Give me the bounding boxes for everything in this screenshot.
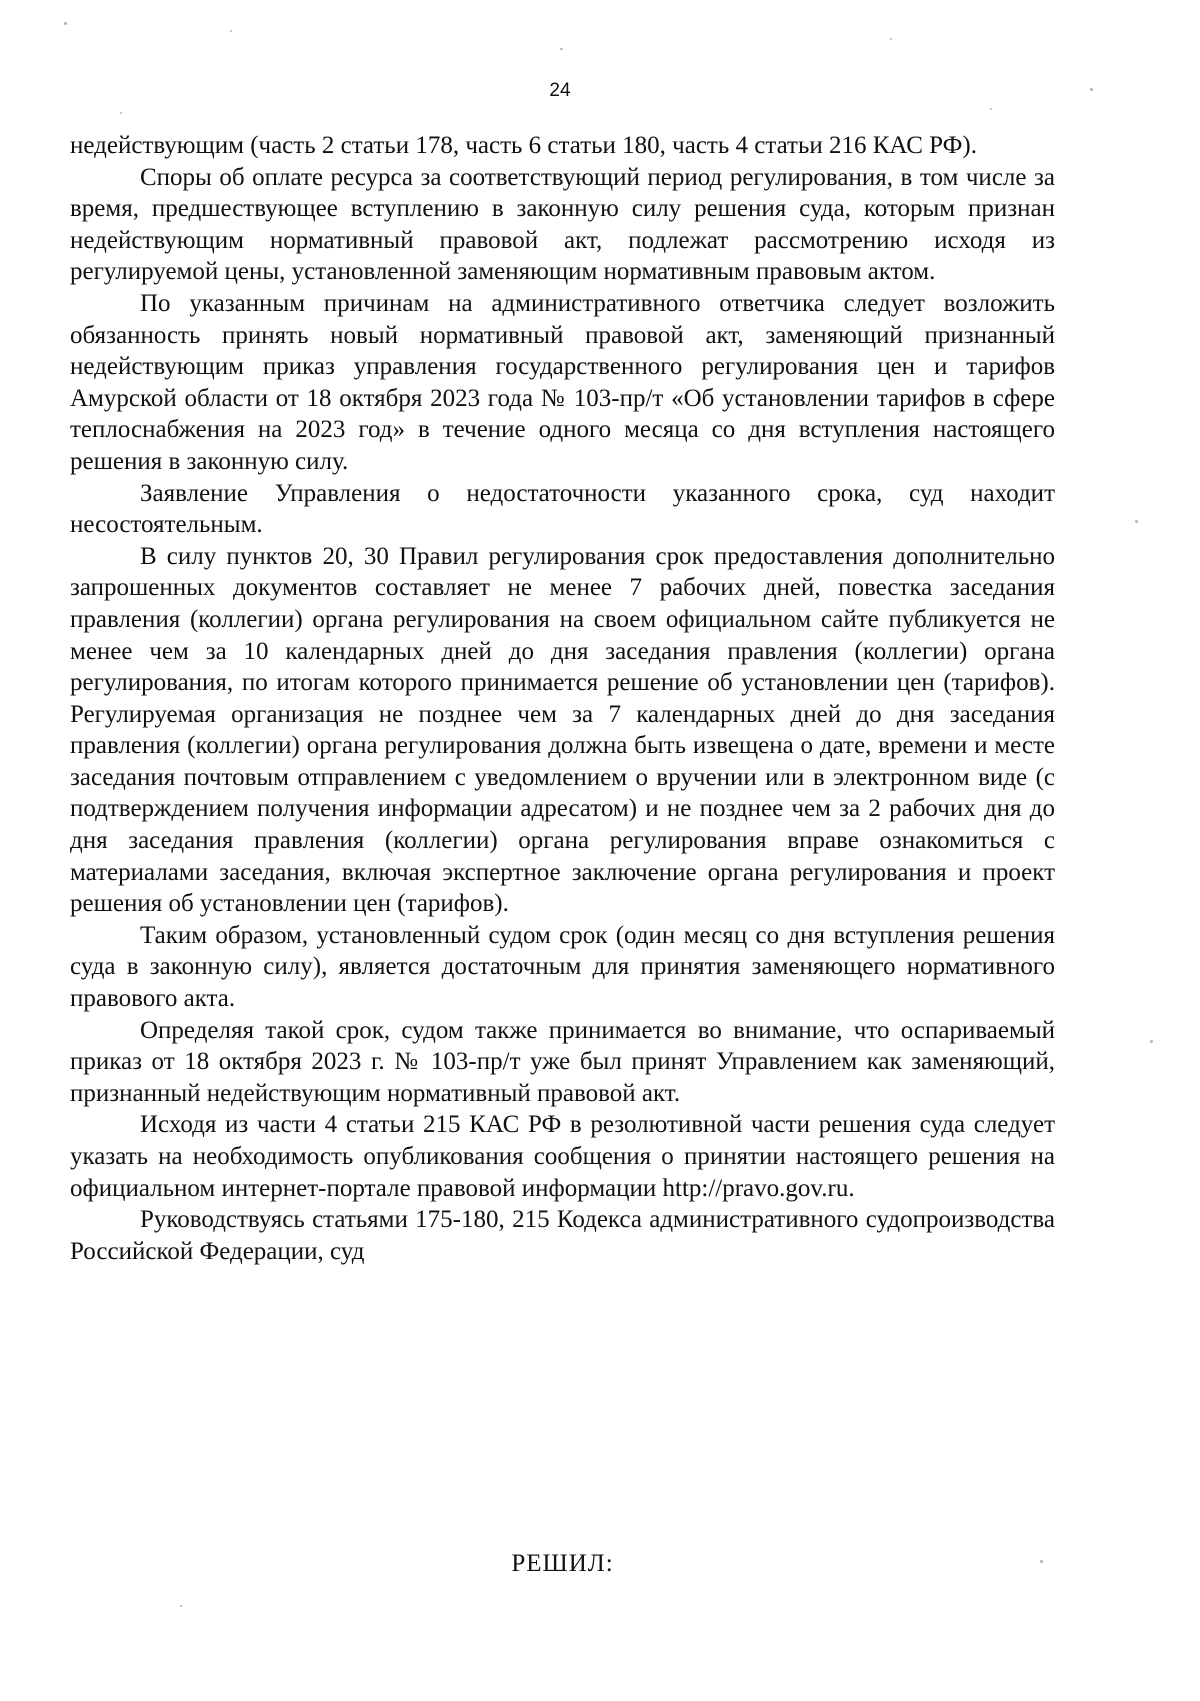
scan-speck: [230, 30, 232, 32]
paragraph-disputes: Споры об оплате ресурса за соответствующий период регулирования, в том числе за время, предшествующее вступлению в законную силу решения суда, которым признан недействующим нормативный правовой акт, подлежат рассмотрению исходя из регулируемой цены, установленной заменяющим нормативным правовым актом.: [70, 163, 1055, 286]
decision-heading: РЕШИЛ:: [511, 1550, 614, 1577]
scan-speck: [120, 112, 122, 114]
paragraph-obligation: По указанным причинам на административного ответчика следует возложить обязанность принять новый нормативный правовой акт, заменяющий признанный недействующим приказ управления государственного регулирования цен и тарифов Амурской области от 18 октября 2023 года № 103-пр/т «Об установлении тарифов в сфере теплоснабжения на 2023 год» в течение одного месяца со дня вступления настоящего решения в законную силу.: [70, 289, 1055, 475]
paragraph-term: Определяя такой срок, судом также принимается во внимание, что оспариваемый приказ от 18 октября 2023 г. № 103-пр/т уже был принят Управлением как заменяющий, признанный недействующим нормативный правовой акт.: [70, 1016, 1055, 1107]
paragraph-conclusion: Таким образом, установленный судом срок (один месяц со дня вступления решения суда в законную силу), является достаточным для принятия заменяющего нормативного правового акта.: [70, 921, 1055, 1013]
scan-speck: [1135, 520, 1138, 523]
scan-speck: [560, 48, 563, 50]
paragraph-publication: Исходя из части 4 статьи 215 КАС РФ в резолютивной части решения суда следует указать на необходимость опубликования сообщения о принятии настоящего решения на официальном интернет-портале правовой информации http://pravo.gov.ru.: [70, 1111, 1055, 1202]
scan-speck: [1040, 1560, 1043, 1563]
paragraph-guided: Руководствуясь статьями 175-180, 215 Кодекса административного судопроизводства Российской Федерации, суд: [70, 1206, 1055, 1265]
scan-speck: [890, 38, 892, 40]
page-number: 24: [549, 80, 571, 101]
scan-speck: [1150, 1040, 1153, 1043]
paragraph-continuation: недействующим (часть 2 статьи 178, часть 6 статьи 180, часть 4 статьи 216 КАС РФ).: [70, 132, 977, 159]
scan-speck: [64, 22, 67, 25]
scan-speck: [990, 108, 992, 110]
scan-speck: [1090, 88, 1093, 91]
paragraph-rules: В силу пунктов 20, 30 Правил регулирования срок предоставления дополнительно запрошенных документов составляет не менее 7 рабочих дней, повестка заседания правления (коллегии) органа регулирования на своем официальном сайте публикуется не менее чем за 10 календарных дней до дня заседания правления (коллегии) органа регулирования, по итогам которого принимается решение об установлении цен (тарифов). Регулируемая организация не позднее чем за 7 календарных дней до дня заседания правления (коллегии) органа регулирования должна быть извещена о дате, времени и месте заседания почтовым отправлением с уведомлением о вручении или в электронном виде (с подтверждением получения информации адресатом) и не позднее чем за 2 рабочих дня до дня заседания правления (коллегии) органа регулирования вправе ознакомиться с материалами заседания, включая экспертное заключение органа регулирования и проект решения об установлении цен (тарифов).: [70, 542, 1055, 918]
scan-speck: [180, 1605, 182, 1607]
paragraph-statement: Заявление Управления о недостаточности указанного срока, суд находит несостоятельным.: [70, 479, 1055, 539]
document-body: [70, 130, 1055, 1267]
